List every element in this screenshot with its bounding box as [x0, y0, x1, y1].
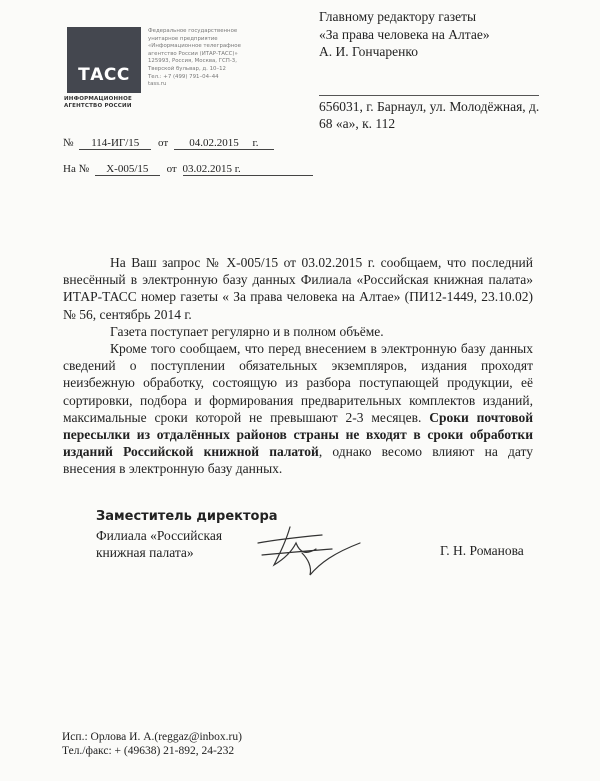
signatory-title: Заместитель директора [96, 509, 278, 524]
handwritten-signature [250, 513, 370, 583]
incoming-date-value: 03.02.2015 г. [183, 163, 313, 176]
body-text: , однако весомо влияют на дату внесения в электронную базу данных. [63, 444, 533, 477]
footer-contacts [62, 731, 242, 758]
incoming-number-value: Х-005/15 [95, 163, 160, 176]
incoming-ref [63, 163, 313, 176]
sender-line: агентство России (ИТАР-ТАСС)» [148, 50, 238, 57]
agency-line: ИНФОРМАЦИОННОЕ [64, 96, 132, 102]
body-paragraph [63, 340, 533, 478]
ref-number-value: 114-ИГ/15 [79, 137, 151, 150]
addressee-block [319, 8, 589, 61]
sender-line: 125993, Россия, Москва, ГСП-3, [148, 58, 237, 65]
signatory-name: Г. Н. Романова [440, 543, 524, 558]
address-block [319, 99, 559, 132]
signatory-org-line: книжная палата» [96, 545, 194, 560]
ref-date-label: от [158, 137, 169, 149]
phone-line: Тел./факс: + (49638) 21-892, 24-232 [62, 744, 235, 757]
logo-wordmark: ТАСС [78, 65, 130, 85]
incoming-date-label: от [166, 163, 177, 175]
ref-date-field [174, 137, 274, 150]
signatory-org-line: Филиала «Российская [96, 528, 223, 543]
ref-number-label: № [63, 137, 74, 149]
sender-line: Тверской бульвар, д. 10–12 [148, 65, 226, 72]
ref-date-value: 04.02.2015 [189, 137, 239, 149]
ref-year-suffix: г. [252, 137, 259, 149]
letter-body [63, 254, 533, 478]
addressee-line: Главному редактору газеты [319, 9, 477, 24]
tass-logo [67, 27, 141, 93]
agency-name [64, 96, 144, 110]
sender-line: унитарное предприятие [148, 35, 218, 42]
addressee-line: «За права человека на Алтае» [319, 26, 490, 42]
body-paragraph: Газета поступает регулярно и в полном объёме. [110, 323, 384, 339]
body-paragraph: На Ваш запрос № Х-005/15 от 03.02.2015 г. сообщаем, что последний внесённый в электронную базу данных Филиала «Российская книжная палата» ИТАР-ТАСС номер газеты « За права человека на Алтае» (ПИ12-1449, 23.10.02) № 56, сентябрь 2014 г. [63, 255, 533, 322]
signatory-org [96, 527, 222, 561]
sender-line: Федеральное государственное [148, 28, 238, 34]
address-rule [319, 95, 539, 96]
body-text: Кроме того сообщаем, что перед внесением в электронную базу данных сведений о поступлении обязательных экземпляров, издания проходят неизбежную обработку, состоящую из разбора поступающей продукции, её сортировки, подбора и формирования предварительных комплектов изданий, максимальные сроки которой не превышают 2-3 месяцев. [63, 341, 533, 425]
address-line: 656031, г. Барнаул, ул. Молодёжная, д. [319, 99, 540, 114]
address-line: 68 «а», к. 112 [319, 115, 396, 131]
incoming-number-label: На № [63, 163, 90, 175]
addressee-line: А. И. Гончаренко [319, 44, 418, 59]
agency-line: АГЕНТСТВО РОССИИ [64, 103, 132, 109]
sender-line: «Информационное телеграфное [148, 43, 241, 50]
executor-line: Исп.: Орлова И. А.(reggaz@inbox.ru) [62, 731, 242, 743]
body-text-bold: Сроки почтовой пересылки из отдалённых районов страны не входят в сроки обработки изданий Российской книжной палатой [63, 409, 533, 460]
sender-line: Тел.: +7 (499) 791–04–44 [148, 73, 219, 80]
outgoing-ref [63, 137, 274, 150]
sender-line: tass.ru [148, 81, 167, 88]
sender-block [148, 28, 258, 89]
